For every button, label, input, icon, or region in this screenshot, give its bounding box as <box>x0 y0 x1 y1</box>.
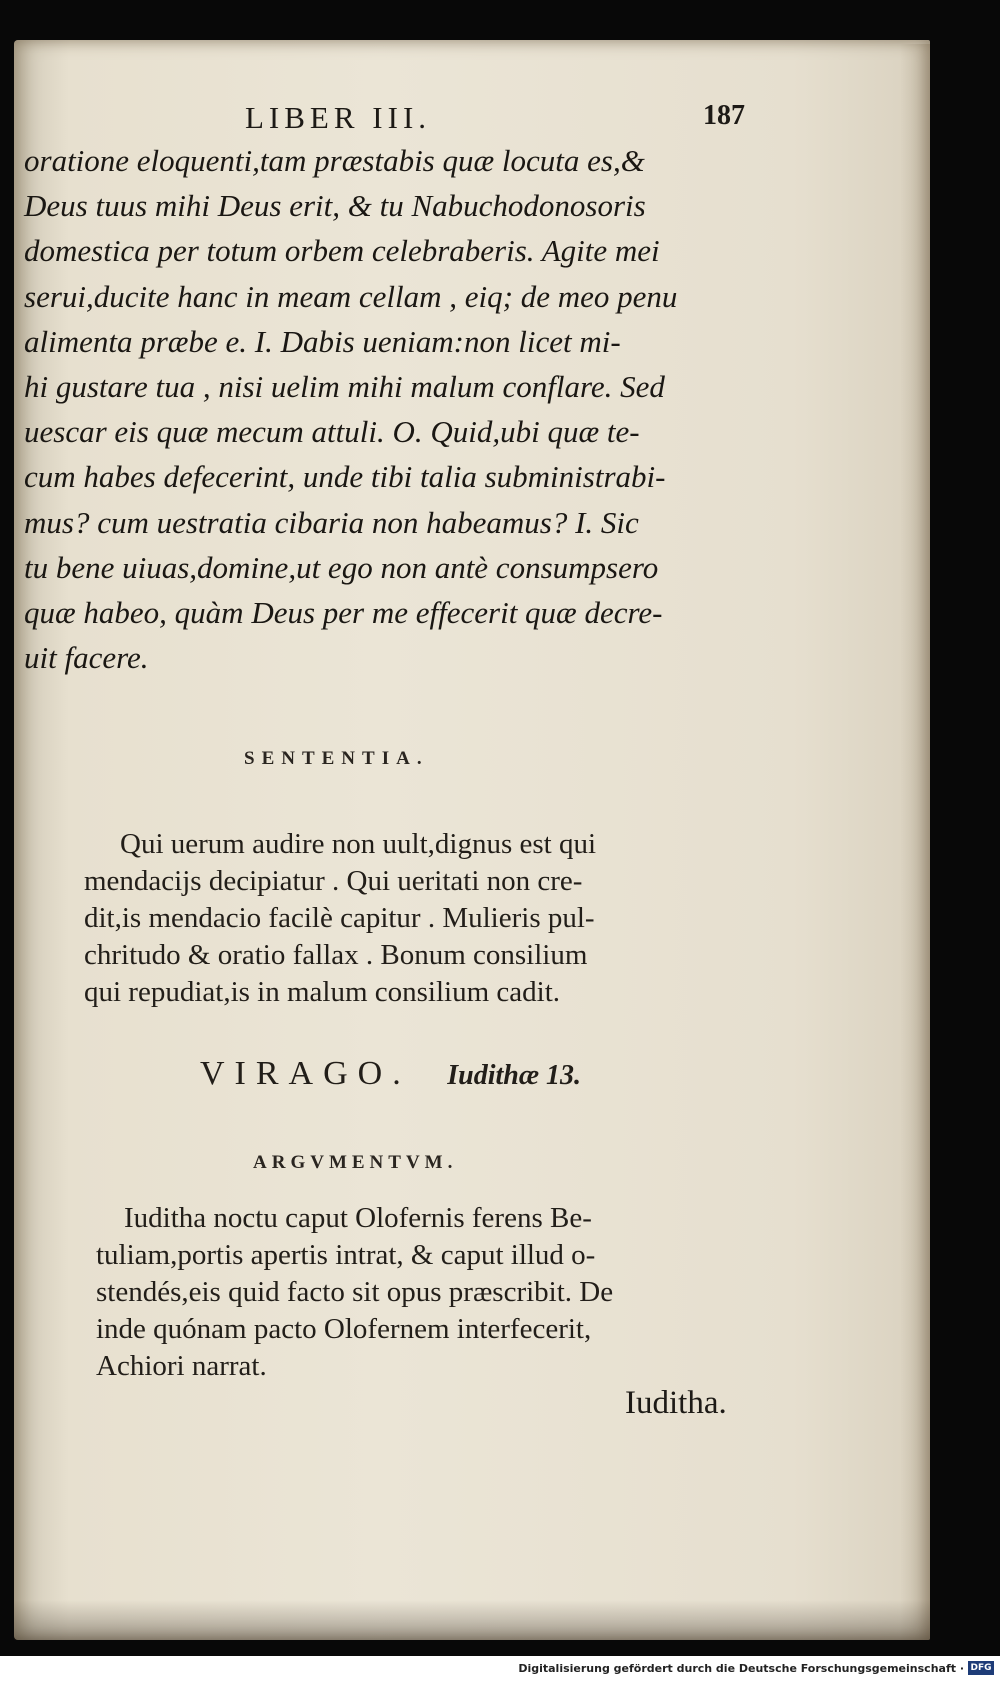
sententia-heading: SENTENTIA. <box>244 748 429 769</box>
text-line: Achiori narrat. <box>96 1350 267 1382</box>
running-header <box>245 100 745 142</box>
text-line: Qui uerum audire non uult,dignus est qui <box>120 828 597 860</box>
text-line: qui repudiat,is in malum consilium cadit. <box>84 976 561 1008</box>
text-line: quæ habeo, quàm Deus per me effecerit quæ decre- <box>24 594 663 630</box>
text-line: mendacijs decipiatur . Qui ueritati non cre- <box>84 865 583 897</box>
sententia-text <box>84 826 804 1011</box>
text-line: dit,is mendacio facilè capitur . Mulieris pul- <box>84 902 595 934</box>
argumentum-text <box>96 1200 816 1385</box>
argumentum-heading: ARGVMENTVM. <box>253 1152 458 1173</box>
text-line: Deus tuus mihi Deus erit, & tu Nabuchodonosoris <box>24 188 646 224</box>
text-line: oratione eloquenti,tam præstabis quæ locuta es,& <box>24 143 645 178</box>
page-edge-shading <box>900 44 930 1640</box>
page-number: 187 <box>703 100 745 131</box>
page-bottom-shadow <box>14 1600 930 1640</box>
text-line: serui,ducite hanc in meam cellam , eiq; de meo penu <box>24 278 678 314</box>
section-title: VIRAGO. <box>200 1055 411 1092</box>
dfg-logo: DFG <box>968 1661 994 1675</box>
text-line: alimenta præbe e. I. Dabis ueniam:non licet mi- <box>24 323 621 359</box>
text-line: domestica per totum orbem celebraberis. Agite mei <box>24 233 660 269</box>
text-line: cum habes defecerint, unde tibi talia subministrabi- <box>24 459 666 495</box>
dialogue-text <box>24 138 754 680</box>
text-line: uescar eis quæ mecum attuli. O. Quid,ubi quæ te- <box>24 414 640 450</box>
text-line: uit facere. <box>24 640 149 676</box>
text-line: tu bene uiuas,domine,ut ego non antè consumpsero <box>24 549 659 585</box>
catchword: Iuditha. <box>625 1385 727 1421</box>
text-line: Iuditha noctu caput Olofernis ferens Be- <box>124 1202 592 1234</box>
section-heading <box>200 1055 581 1093</box>
text-line: chritudo & oratio fallax . Bonum consilium <box>84 939 588 971</box>
text-line: inde quónam pacto Olofernem interfecerit, <box>96 1313 592 1345</box>
running-title: LIBER III. <box>245 100 432 135</box>
text-line: stendés,eis quid facto sit opus præscribit. De <box>96 1276 614 1308</box>
text-line: hi gustare tua , nisi uelim mihi malum conflare. Sed <box>24 368 665 404</box>
text-line: mus? cum uestratia cibaria non habeamus? I. Sic <box>24 504 639 540</box>
digitization-footer <box>0 1656 1000 1684</box>
section-reference: Iudithæ 13. <box>447 1060 582 1091</box>
text-line: tuliam,portis apertis intrat, & caput illud o- <box>96 1239 596 1271</box>
footer-credit: Digitalisierung gefördert durch die Deutsche Forschungsgemeinschaft · <box>518 1662 964 1675</box>
